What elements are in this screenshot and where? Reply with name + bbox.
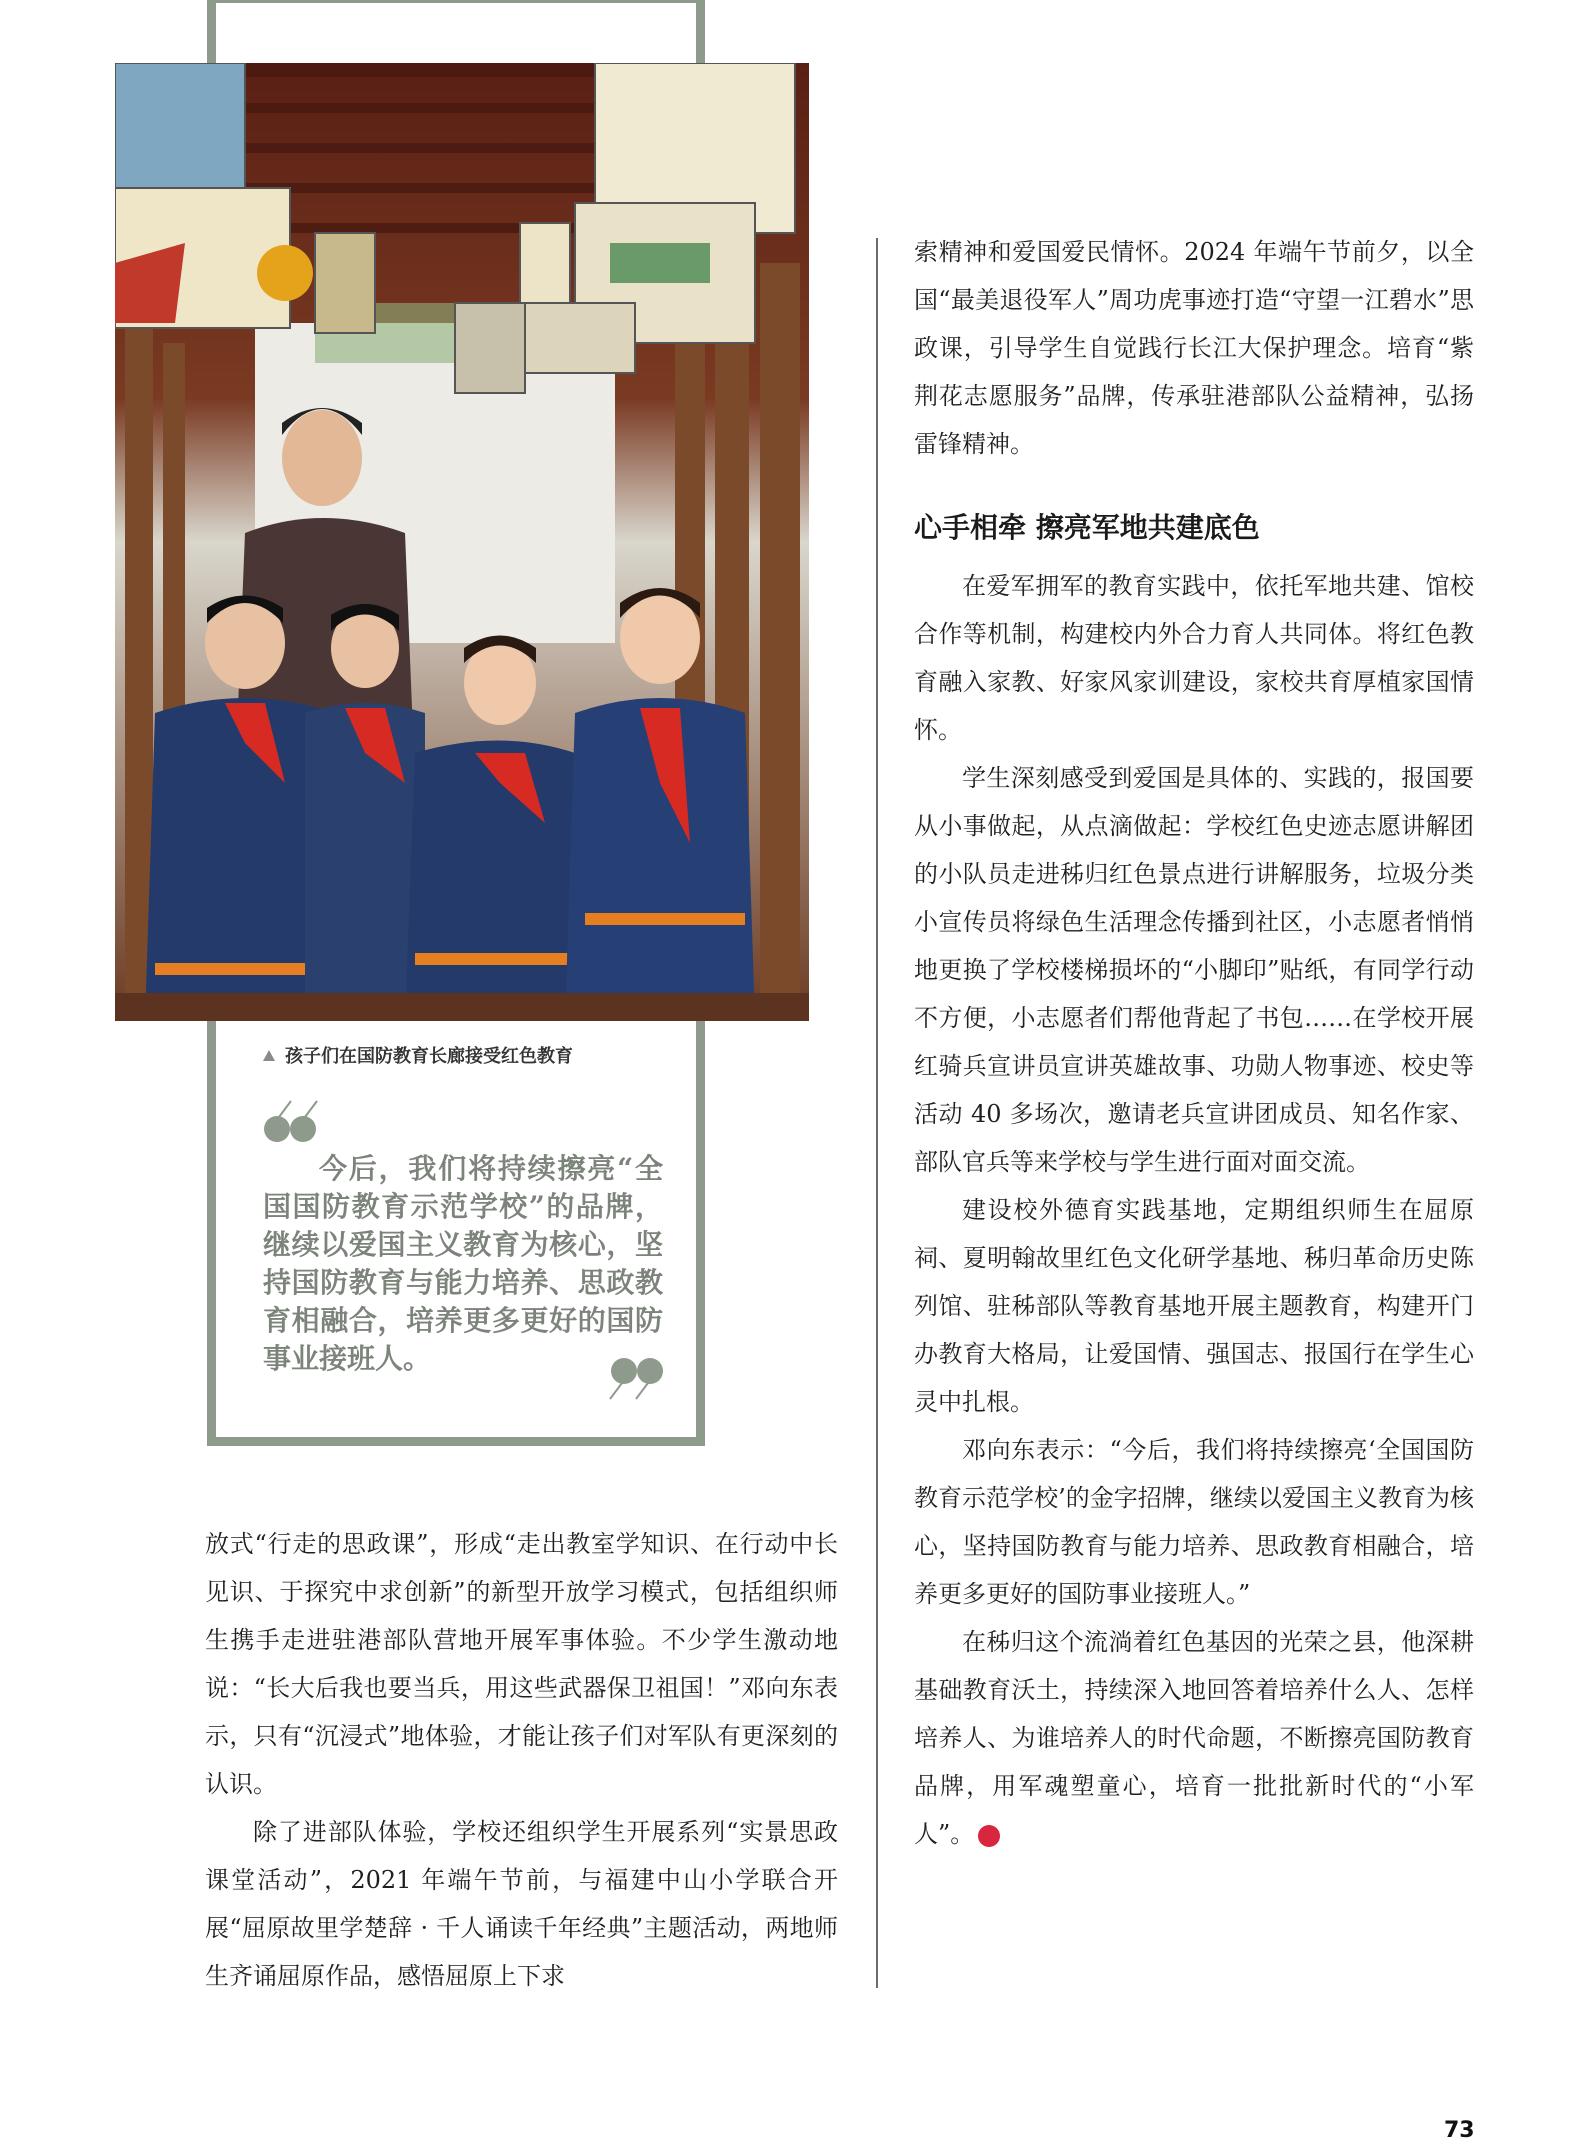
right-paragraph-2: 学生深刻感受到爱国是具体的、实践的，报国要从小事做起，从点滴做起：学校红色史迹志愿讲解团的小队员走进秭归红色景点进行讲解服务，垃圾分类小宣传员将绿色生活理念传播到社区，小志愿者悄悄地更换了学校楼梯损坏的“小脚印”贴纸，有同学行动不方便，小志愿者们帮他背起了书包……在学校开展红骑兵宣讲员宣讲英雄故事、功勋人物事迹、校史等活动 40 多场次，邀请老兵宣讲团成员、知名作家、部队官兵等来学校与学生进行面对面交流。 [914,764,1474,1176]
photo-children-defense-corridor [115,63,809,1021]
right-column [914,228,1474,1858]
right-paragraph-5-text: 在秭归这个流淌着红色基因的光荣之县，他深耕基础教育沃土，持续深入地回答着培养什么人、怎样培养人、为谁培养人的时代命题，不断擦亮国防教育品牌，用军魂塑童心，培育一批批新时代的“小军人”。 [914,1628,1474,1848]
pull-quote: 今后，我们将持续擦亮“全国国防教育示范学校”的品牌，继续以爱国主义教育为核心，坚持国防教育与能力培养、思政教育相融合，培养更多更好的国防事业接班人。 [263,1152,663,1375]
right-paragraph-5 [914,1618,1474,1858]
close-quote-icon [604,1355,664,1405]
right-paragraph-4: 邓向东表示：“今后，我们将持续擦亮‘全国国防教育示范学校’的金字招牌，继续以爱国主义教育为核心，坚持国防教育与能力培养、思政教育相融合，培养更多更好的国防事业接班人。” [914,1436,1474,1608]
left-paragraph-2: 除了进部队体验，学校还组织学生开展系列“实景思政课堂活动”，2021 年端午节前，与福建中山小学联合开展“屈原故里学楚辞 · 千人诵读千年经典”主题活动，两地师生齐诵屈原作品，感悟屈原上下求 [205,1818,838,1990]
column-divider [876,238,878,1988]
caption-triangle-icon [263,1050,275,1061]
left-column [205,1520,838,2000]
section-heading: 心手相牵 擦亮军地共建底色 [914,511,1260,544]
end-mark-icon: N [978,1825,1000,1847]
open-quote-icon [263,1095,323,1145]
right-intro-paragraph: 索精神和爱国爱民情怀。2024 年端午节前夕，以全国“最美退役军人”周功虎事迹打造“守望一江碧水”思政课，引导学生自觉践行长江大保护理念。培育“紫荆花志愿服务”品牌，传承驻港部队公益精神，弘扬雷锋精神。 [914,238,1474,458]
photo-caption-row [263,1042,573,1068]
right-paragraph-1: 在爱军拥军的教育实践中，依托军地共建、馆校合作等机制，构建校内外合力育人共同体。将红色教育融入家教、好家风家训建设，家校共育厚植家国情怀。 [914,572,1474,744]
right-paragraph-3: 建设校外德育实践基地，定期组织师生在屈原祠、夏明翰故里红色文化研学基地、秭归革命历史陈列馆、驻秭部队等教育基地开展主题教育，构建开门办教育大格局，让爱国情、强国志、报国行在学生心灵中扎根。 [914,1196,1474,1416]
left-paragraph-1: 放式“行走的思政课”，形成“走出教室学知识、在行动中长见识、于探究中求创新”的新型开放学习模式，包括组织师生携手走进驻港部队营地开展军事体验。不少学生激动地说：“长大后我也要当兵，用这些武器保卫祖国！”邓向东表示，只有“沉浸式”地体验，才能让孩子们对军队有更深刻的认识。 [205,1530,838,1798]
page-number: 73 [1444,2118,1475,2143]
photo-caption: 孩子们在国防教育长廊接受红色教育 [285,1046,573,1067]
photo-illustration [115,63,809,1021]
